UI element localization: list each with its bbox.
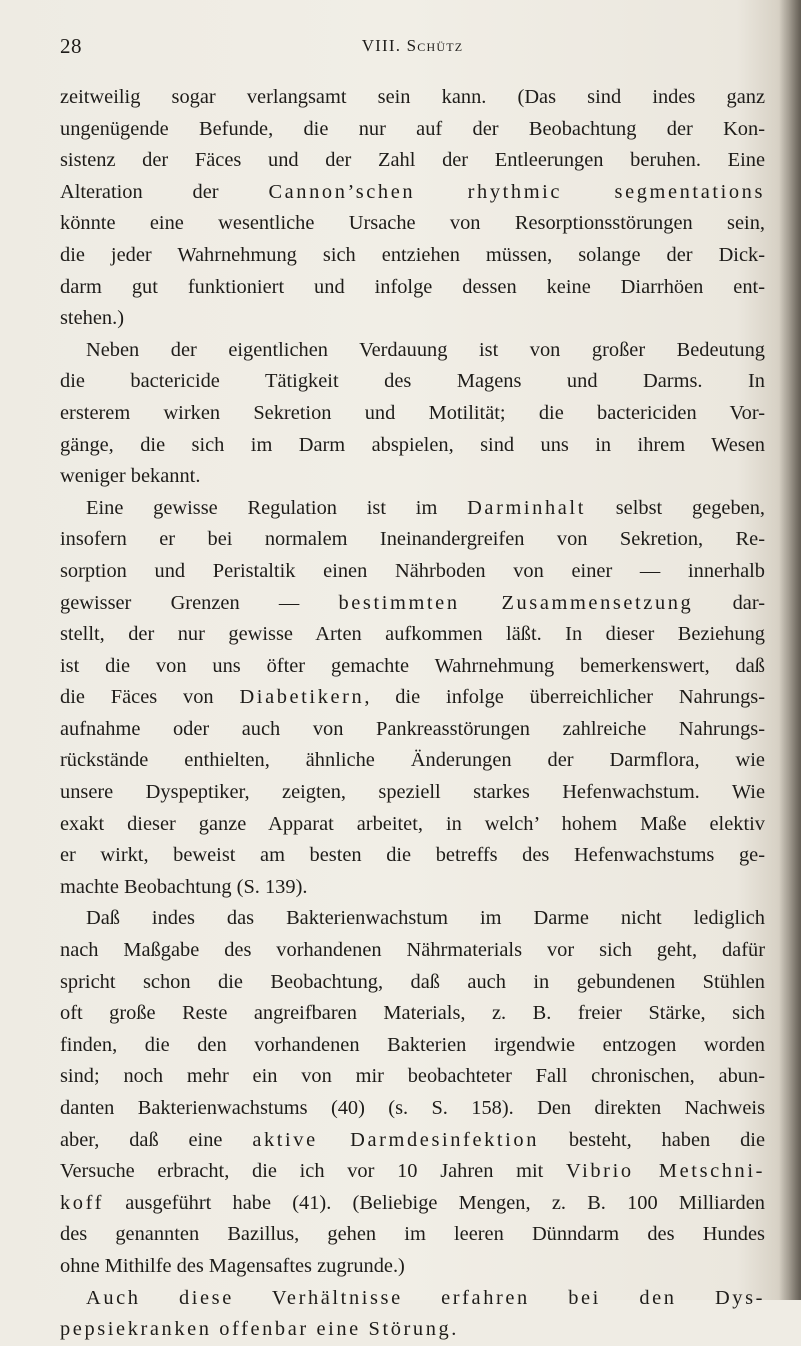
emphasis-spaced: Darminhalt [467, 496, 586, 519]
text-line: die jeder Wahrnehmung sich entziehen müssen, solange der Dick- [60, 243, 765, 266]
text-line: rückstände enthielten, ähnliche Änderungen der Darmflora, wie [60, 749, 765, 772]
emphasis-spaced: pepsiekranken offenbar eine Störung. [60, 1318, 459, 1341]
text-line: machte Beobachtung (S. 139). [60, 875, 308, 898]
text-line: ersterem wirken Sekretion und Motilität; die bactericiden Vor- [60, 401, 765, 424]
text-line: die bactericide Tätigkeit des Magens und Darms. In [60, 370, 765, 393]
text-line: spricht schon die Beobachtung, daß auch in gebundenen Stühlen [60, 970, 765, 993]
page-number: 28 [60, 34, 82, 58]
text-line: ist die von uns öfter gemachte Wahrnehmung bemerkenswert, daß [60, 654, 765, 677]
text-line [60, 1283, 765, 1315]
text-line: stehen.) [60, 307, 124, 330]
text-line: aufnahme oder auch von Pankreasstörungen zahlreiche Nahrungs- [60, 717, 765, 740]
text-line: unsere Dyspeptiker, zeigten, speziell starkes Hefenwachstum. Wie [60, 781, 765, 804]
emphasis-spaced: Auch diese Verhältnisse erfahren bei den Dys- [86, 1286, 765, 1309]
page-gutter-shadow [779, 0, 801, 1300]
body-text [60, 82, 765, 1346]
emphasis-spaced: Diabetikern [239, 686, 365, 709]
text-line: sorption und Peristaltik einen Nährboden von einer — innerhalb [60, 559, 765, 582]
page-header [60, 34, 765, 60]
emphasis-spaced: koff [60, 1191, 105, 1214]
text-line: ungenügende Befunde, die nur auf der Beobachtung der Kon- [60, 117, 765, 140]
text-line: gewisser Grenzen — bestimmten Zusammensetzung dar- [60, 591, 766, 614]
text-line: Alteration der Cannon’schen rhythmic segmentations [60, 180, 765, 203]
text-line: Eine gewisse Regulation ist im Darminhalt selbst gegeben, [86, 496, 766, 519]
text-line: aber, daß eine aktive Darmdesinfektion besteht, haben die [60, 1128, 766, 1151]
text-line: danten Bakterienwachstums (40) (s. S. 158). Den direkten Nachweis [60, 1097, 765, 1119]
text-line: Daß indes das Bakterienwachstum im Darme nicht lediglich [86, 907, 765, 930]
text-line: weniger bekannt. [60, 465, 201, 488]
emphasis-spaced: Cannon’schen rhythmic segmentations [268, 180, 765, 203]
emphasis-spaced: Vibrio Metschni- [566, 1160, 766, 1183]
text-line: er wirkt, beweist am besten die betreffs des Hefenwachstums ge- [60, 844, 765, 867]
text-line: stellt, der nur gewisse Arten aufkommen läßt. In dieser Beziehung [60, 623, 765, 646]
text-line: darm gut funktioniert und infolge dessen keine Diarrhöen ent- [60, 275, 765, 298]
text-line: koff ausgeführt habe (41). (Beliebige Mengen, z. B. 100 Milliarden [60, 1191, 765, 1214]
text-line: Versuche erbracht, die ich vor 10 Jahren mit Vibrio Metschni- [60, 1160, 766, 1183]
text-line: finden, die den vorhandenen Bakterien irgendwie entzogen worden [60, 1033, 765, 1056]
text-line: ohne Mithilfe des Magensaftes zugrunde.) [60, 1254, 405, 1277]
text-line: exakt dieser ganze Apparat arbeitet, in welch’ hohem Maße elektiv [60, 812, 765, 835]
text-line: des genannten Bazillus, gehen im leeren Dünndarm des Hundes [60, 1223, 765, 1246]
text-line: sind; noch mehr ein von mir beobachteter Fall chronischen, abun- [60, 1065, 765, 1088]
emphasis-spaced: aktive Darmdesinfektion [252, 1128, 540, 1151]
text-line: oft große Reste angreifbaren Materials, z. B. freier Stärke, sich [60, 1002, 765, 1025]
text-line [60, 1314, 765, 1346]
text-line: könnte eine wesentliche Ursache von Resorptionsstörungen sein, [60, 212, 765, 235]
text-line: nach Maßgabe des vorhandenen Nährmaterials vor sich geht, dafür [60, 939, 765, 962]
text-line: zeitweilig sogar verlangsamt sein kann. (Das sind indes ganz [60, 86, 765, 108]
text-line: die Fäces von Diabetikern, die infolge überreichlicher Nahrungs- [60, 686, 765, 709]
emphasis-spaced: bestimmten Zusammensetzung [338, 591, 694, 614]
running-title: VIII. Schütz [361, 36, 464, 55]
text-line: insofern er bei normalem Ineinandergreifen von Sekretion, Re- [60, 528, 765, 551]
text-line: sistenz der Fäces und der Zahl der Entleerungen beruhen. Eine [60, 149, 765, 172]
text-line: gänge, die sich im Darm abspielen, sind uns in ihrem Wesen [60, 433, 765, 456]
text-line: Neben der eigentlichen Verdauung ist von großer Bedeutung [86, 338, 765, 361]
